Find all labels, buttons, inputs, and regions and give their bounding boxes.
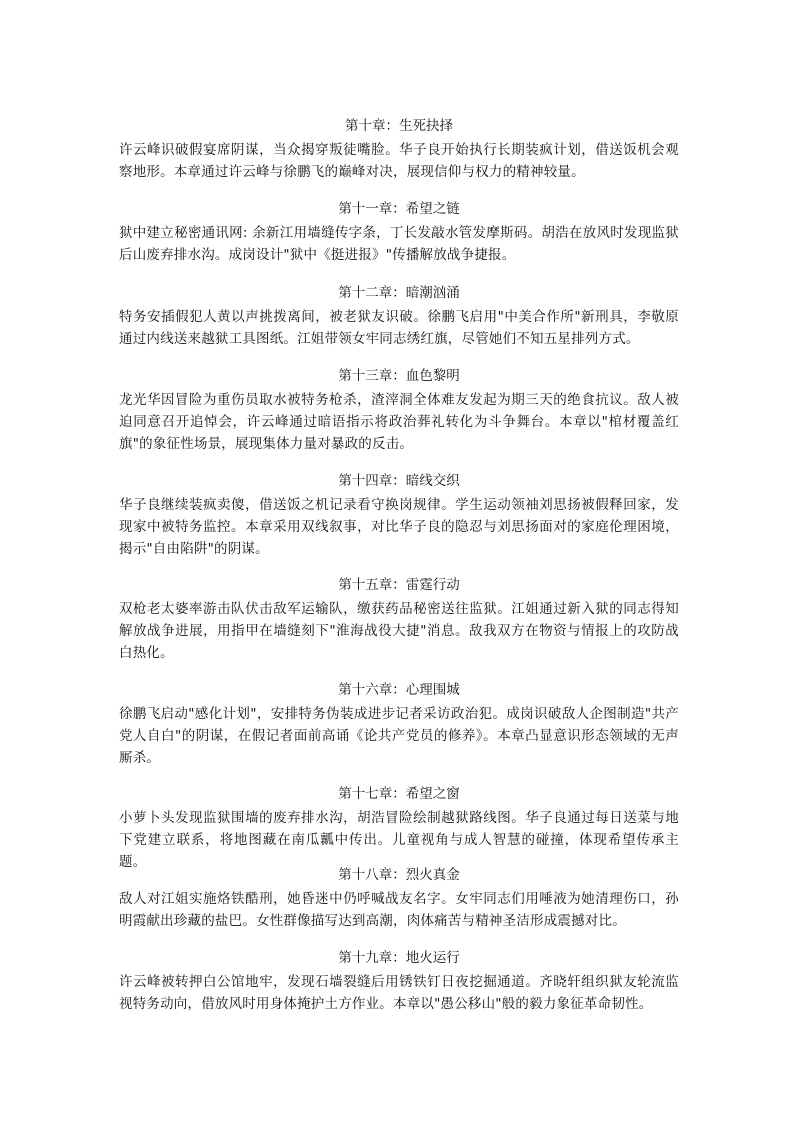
chapter-15 — [119, 576, 679, 664]
chapter-14 — [119, 472, 679, 560]
chapter-body: 小萝卜头发现监狱围墙的废弃排水沟，胡浩冒险绘制越狱路线图。华子良通过每日送菜与地下党建立联系，将地图藏在南瓜瓤中传出。儿童视角与成人智慧的碰撞，体现希望传承主题。 — [119, 810, 679, 870]
chapter-title: 第十三章：血色黎明 — [338, 368, 460, 384]
chapter-title: 第十七章：希望之窗 — [338, 786, 460, 802]
chapter-body: 特务安插假犯人黄以声挑拨离间，被老狱友识破。徐鹏飞启用"中美合作所"新刑具，李敬原通过内线送来越狱工具图纸。江姐带领女牢同志绣红旗，尽管她们不知五星排列方式。 — [119, 309, 679, 347]
chapter-title: 第十八章：烈火真金 — [338, 867, 460, 883]
chapter-title: 第十六章：心理围城 — [338, 682, 460, 698]
chapter-body: 许云峰被转押白公馆地牢，发现石墙裂缝后用锈铁钉日夜挖掘通道。齐晓轩组织狱友轮流监视特务动向，借放风时用身体掩护土方作业。本章以"愚公移山"般的毅力象征革命韧性。 — [119, 974, 679, 1012]
chapter-12 — [119, 284, 679, 350]
chapter-body: 狱中建立秘密通讯网: 余新江用墙缝传字条，丁长发敲水管发摩斯码。胡浩在放风时发现监狱后山废弃排水沟。成岗设计"狱中《挺进报》"传播解放战争捷报。 — [119, 225, 679, 263]
chapter-17 — [119, 785, 679, 873]
chapter-body: 许云峰识破假宴席阴谋，当众揭穿叛徒嘴脸。华子良开始执行长期装疯计划，借送饭机会观察地形。本章通过许云峰与徐鹏飞的巅峰对决，展现信仰与权力的精神较量。 — [119, 142, 679, 180]
chapter-18 — [119, 866, 679, 932]
chapter-body: 华子良继续装疯卖傻，借送饭之机记录看守换岗规律。学生运动领袖刘思扬被假释回家，发现家中被特务监控。本章采用双线叙事，对比华子良的隐忍与刘思扬面对的家庭伦理困境，揭示"自由陷阱"的阴谋。 — [119, 497, 679, 557]
chapter-19 — [119, 949, 679, 1015]
chapter-13 — [119, 367, 679, 455]
chapter-11 — [119, 200, 679, 266]
chapter-body: 双枪老太婆率游击队伏击敌军运输队，缴获药品秘密送往监狱。江姐通过新入狱的同志得知解放战争进展，用指甲在墙缝刻下"淮海战役大捷"消息。敌我双方在物资与情报上的攻防战白热化。 — [119, 601, 679, 661]
chapter-body: 徐鹏飞启动"感化计划"，安排特务伪装成进步记者采访政治犯。成岗识破敌人企图制造"共产党人自白"的阴谋，在假记者面前高诵《论共产党员的修养》。本章凸显意识形态领域的无声厮杀。 — [119, 706, 679, 766]
chapter-title: 第十一章：希望之链 — [338, 201, 460, 217]
chapter-title: 第十五章：雷霆行动 — [338, 577, 460, 593]
chapter-10 — [119, 117, 679, 183]
chapter-title: 第十二章：暗潮汹涌 — [338, 285, 460, 301]
chapter-title: 第十四章：暗线交织 — [338, 473, 460, 489]
chapter-16 — [119, 681, 679, 769]
chapter-body: 龙光华因冒险为重伤员取水被特务枪杀，渣滓洞全体难友发起为期三天的绝食抗议。敌人被迫同意召开追悼会，许云峰通过暗语指示将政治葬礼转化为斗争舞台。本章以"棺材覆盖红旗"的象征性场景，展现集体力量对暴政的反击。 — [119, 392, 679, 452]
chapter-body: 敌人对江姐实施烙铁酷刑，她昏迷中仍呼喊战友名字。女牢同志们用唾液为她清理伤口，孙明霞献出珍藏的盐巴。女性群像描写达到高潮，肉体痛苦与精神圣洁形成震撼对比。 — [119, 891, 679, 929]
chapter-title: 第十章：生死抉择 — [345, 118, 453, 134]
chapter-title: 第十九章：地火运行 — [338, 950, 460, 966]
